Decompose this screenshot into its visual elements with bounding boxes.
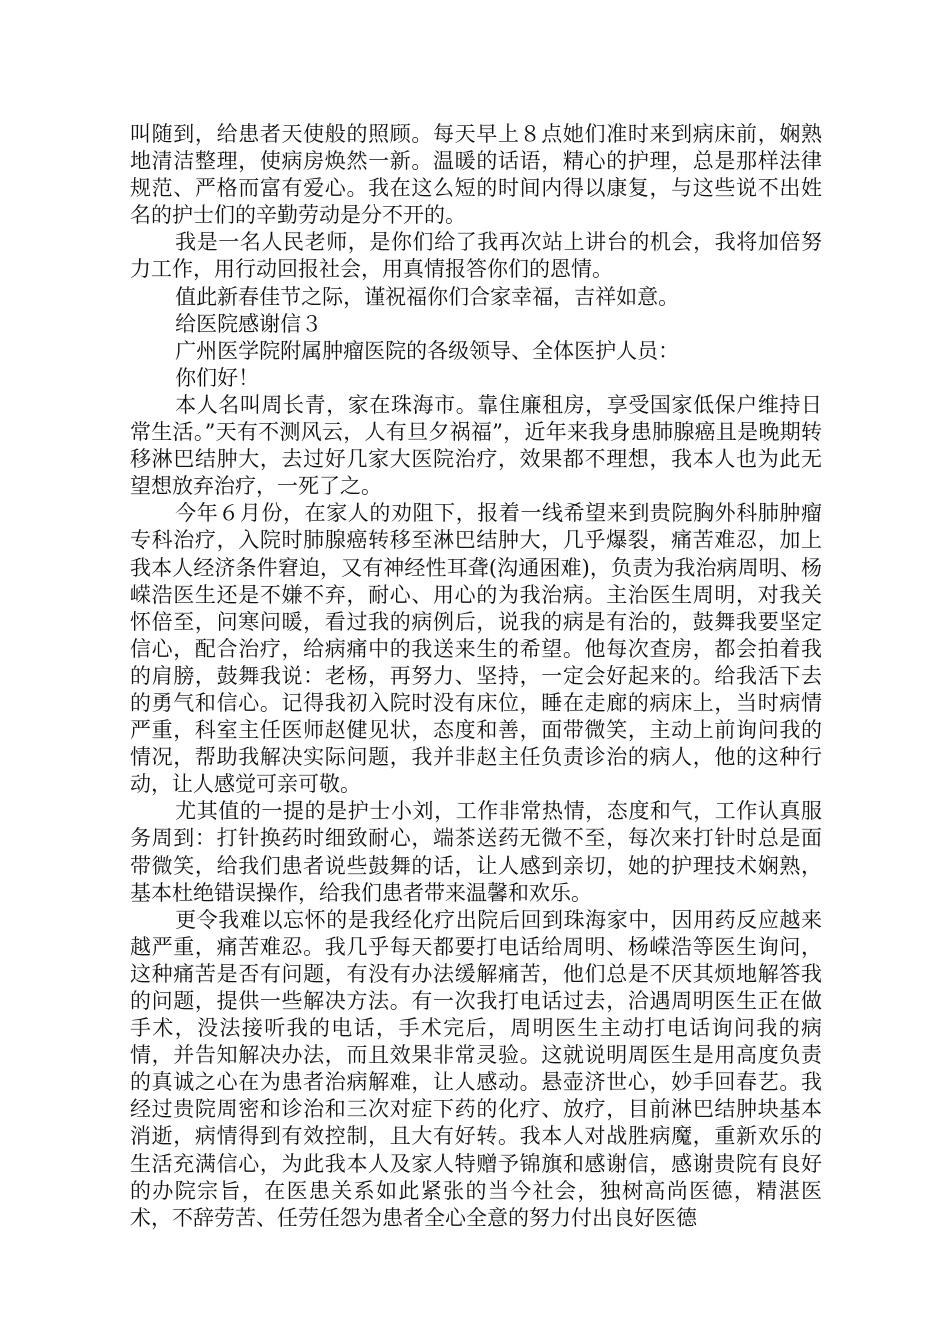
- paragraph-8: 今年６月份，在家人的劝阻下，报着一线希望来到贵院胸外科肺肿瘤专科治疗，入院时肺腺癌转移至淋巴结肿大，几乎爆裂，痛苦难忍，加上我本人经济条件窘迫，又有神经性耳聋(沟通困难)，负责为我治病周明、杨嵘浩医生还是不嫌不弃，耐心、用心的为我治病。主治医生周明，对我关怀倍至，问寒问暖，看过我的病例后，说我的病是有治的，鼓舞我要坚定信心，配合治疗，给病痛中的我送来生的希望。他每次查房，都会拍着我的肩膀，鼓舞我说：老杨，再努力、坚持，一定会好起来的。给我活下去的勇气和信心。记得我初入院时没有床位，睡在走廊的病床上，当时病情严重，科室主任医师赵健见状，态度和善，面带微笑，主动上前询问我的情况，帮助我解决实际问题，我并非赵主任负责诊治的病人，他的这种行动，让人感觉可亲可敬。: [130, 501, 822, 797]
- paragraph-7: 本人名叫周长青，家在珠海市。靠住廉租房，享受国家低保户维持日常生活。”天有不测风云，人有旦夕祸福”，近年来我身患肺腺癌且是晚期转移淋巴结肿大，去过好几家大医院治疗，效果都不理想，我本人也为此无望想放弃治疗，一死了之。: [130, 392, 822, 499]
- salutation-recipient: 广州医学院附属肿瘤医院的各级领导、全体医护人员：: [175, 338, 680, 363]
- paragraph-3: 值此新春佳节之际，谨祝福你们合家幸福，吉祥如意。: [175, 284, 680, 309]
- document-body: [130, 121, 822, 1232]
- paragraph-10: 更令我难以忘怀的是我经化疗出院后回到珠海家中，因用药反应越来越严重，痛苦难忍。我几乎每天都要打电话给周明、杨嵘浩等医生询问，这种痛苦是否有问题，有没有办法缓解痛苦，他们总是不厌其烦地解答我的问题，提供一些解决方法。有一次我打电话过去，洽遇周明医生正在做手术，没法接听我的电话，手术完后，周明医生主动打电话询问我的病情，并告知解决办法，而且效果非常灵验。这就说明周医生是用高度负责的真诚之心在为患者治病解难，让人感动。悬壶济世心，妙手回春艺。我经过贵院周密和诊治和三次对症下药的化疗、放疗，目前淋巴结肿块基本消逝，病情得到有效控制，且大有好转。我本人对战胜病魔，重新欢乐的生活充满信心，为此我本人及家人特赠予锦旗和感谢信，感谢贵院有良好的办院宗旨，在医患关系如此紧张的当今社会，独树高尚医德，精湛医术，不辞劳苦、任劳任怨为患者全心全意的努力付出良好医德: [130, 907, 822, 1230]
- paragraph-2: 我是一名人民老师，是你们给了我再次站上讲台的机会，我将加倍努力工作，用行动回报社会，用真情报答你们的恩情。: [130, 230, 822, 282]
- paragraph-9: 尤其值的一提的是护士小刘，工作非常热情，态度和气，工作认真服务周到：打针换药时细致耐心，端茶送药无微不至，每次来打针时总是面带微笑，给我们患者说些鼓舞的话，让人感到亲切，她的护理技术娴熟，基本杜绝错误操作，给我们患者带来温馨和欢乐。: [130, 799, 822, 905]
- greeting: 你们好！: [175, 365, 260, 390]
- letter-title: 给医院感谢信３: [175, 311, 323, 336]
- paragraph-1: 叫随到，给患者天使般的照顾。每天早上８点她们准时来到病床前，娴熟地清洁整理，使病房焕然一新。温暖的话语，精心的护理，总是那样法律规范、严格而富有爱心。我在这么短的时间内得以康复，与这些说不出姓名的护士们的辛勤劳动是分不开的。: [130, 122, 822, 228]
